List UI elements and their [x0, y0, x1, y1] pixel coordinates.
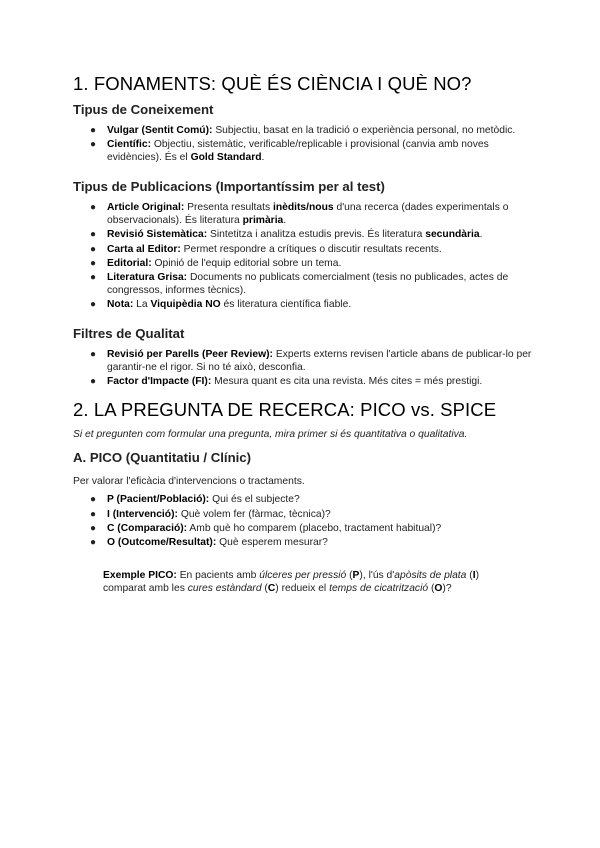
item-strong: secundària	[425, 229, 480, 241]
list-item	[73, 271, 533, 297]
example-text: )?	[442, 582, 452, 594]
example-text: En pacients amb	[176, 569, 260, 581]
bullet-icon: ●	[90, 376, 97, 388]
example-text: (	[261, 582, 268, 594]
list-item	[73, 298, 533, 311]
item-text-end: .	[261, 152, 265, 164]
bullet-icon: ●	[90, 508, 97, 520]
item-text: Mesura quant es cita una revista. Més cites = més prestigi.	[211, 376, 483, 388]
document-content	[73, 70, 533, 595]
list-item	[73, 228, 533, 241]
item-label: I (Intervenció):	[107, 508, 178, 520]
pico-list	[73, 493, 533, 549]
bullet-icon: ●	[90, 522, 97, 534]
publication-types-list	[73, 201, 533, 311]
list-item	[73, 493, 533, 506]
bullet-icon: ●	[90, 243, 97, 255]
item-label: Literatura Grisa:	[107, 271, 188, 283]
list-item	[73, 243, 533, 256]
example-letter: C	[267, 582, 276, 594]
list-item	[73, 375, 533, 388]
item-label: Factor d'Impacte (FI):	[107, 376, 212, 388]
list-item	[73, 257, 533, 270]
quality-filters-list	[73, 348, 533, 388]
item-strong: primària	[242, 215, 284, 227]
bullet-icon: ●	[90, 349, 97, 361]
example-text: ) redueix el	[275, 582, 330, 594]
bullet-icon: ●	[90, 125, 97, 136]
item-strong: Gold Standard	[190, 152, 262, 164]
section-2-title: 2. LA PREGUNTA DE RECERCA: PICO vs. SPICE	[73, 399, 497, 421]
item-label: Carta al Editor:	[107, 243, 181, 255]
item-text: Opinió de l'equip editorial sobre un tema.	[151, 257, 342, 269]
item-text: Què esperem mesurar?	[216, 536, 328, 548]
item-text-end: és literatura científica fiable.	[220, 299, 352, 311]
example-italic: úlceres per pressió	[259, 569, 347, 581]
example-text: (	[346, 569, 353, 581]
bullet-icon: ●	[90, 257, 97, 269]
list-item	[73, 348, 533, 374]
item-text-end: .	[479, 229, 483, 241]
item-label: C (Comparació):	[107, 522, 188, 534]
example-italic: cures estàndard	[187, 582, 262, 594]
item-label: Nota:	[107, 299, 134, 311]
bullet-icon: ●	[90, 202, 97, 214]
item-text: Qui és el subjecte?	[209, 494, 300, 506]
item-strong: inèdits/nous	[272, 202, 334, 214]
item-text: Sintetitza i analitza estudis previs. És literatura	[207, 229, 426, 241]
item-label: Revisió Sistemàtica:	[107, 229, 208, 241]
item-text: Què volem fer (fàrmac, tècnica)?	[177, 508, 331, 520]
list-item	[73, 124, 533, 137]
example-italic: apòsits de plata	[394, 569, 467, 581]
publication-types-heading: Tipus de Publicacions (Importantíssim per al test)	[73, 179, 385, 195]
item-text: Documents no publicats comercialment (tesis no publicades, actes de congressos, informes tècnics).	[107, 271, 509, 296]
knowledge-types-list	[73, 124, 533, 164]
item-label: Revisió per Parells (Peer Review):	[107, 349, 273, 361]
item-label: Article Original:	[107, 202, 185, 214]
bullet-icon: ●	[90, 536, 97, 548]
pico-heading: A. PICO (Quantitatiu / Clínic)	[73, 450, 252, 466]
list-item	[73, 138, 533, 164]
item-label: Editorial:	[107, 257, 152, 269]
list-item	[73, 508, 533, 521]
pico-intro: Per valorar l'eficàcia d'intervencions o tractaments.	[73, 476, 305, 488]
item-label: O (Outcome/Resultat):	[107, 536, 217, 548]
pico-example	[73, 569, 513, 595]
section-2-intro: Si et pregunten com formular una pregunta, mira primer si és quantitativa o qualitativa.	[73, 429, 468, 441]
example-label: Exemple PICO:	[103, 569, 177, 581]
bullet-icon: ●	[90, 494, 97, 506]
item-text: Subjectiu, basat en la tradició o experiència personal, no metòdic.	[212, 125, 516, 136]
example-letter: O	[434, 582, 443, 594]
example-text: (	[428, 582, 435, 594]
item-label: Vulgar (Sentit Comú):	[107, 125, 213, 136]
item-text: Amb què ho comparem (placebo, tractament habitual)?	[187, 522, 442, 534]
knowledge-types-heading: Tipus de Coneixement	[73, 102, 214, 117]
example-text: ) comparat amb les	[103, 569, 480, 594]
item-strong: Viquipèdia NO	[150, 299, 221, 311]
example-letter: I	[472, 569, 476, 581]
item-text: La	[133, 299, 151, 311]
item-text: Permet respondre a crítiques o discutir resultats recents.	[180, 243, 442, 255]
section-1-title: 1. FONAMENTS: QUÈ ÉS CIÈNCIA I QUÈ NO?	[73, 73, 472, 94]
item-text: Objectiu, sistemàtic, verificable/replicable i provisional (canvia amb noves evidències). És el	[107, 139, 489, 164]
bullet-icon: ●	[90, 229, 97, 241]
item-text: Presenta resultats	[184, 202, 273, 214]
quality-filters-heading: Filtres de Qualitat	[73, 326, 185, 342]
example-text: ), l'ús d'	[359, 569, 395, 581]
bullet-icon: ●	[90, 139, 97, 151]
item-text: Experts externs revisen l'article abans de publicar-lo per garantir-ne el rigor. Si no té això, desconfia.	[107, 349, 532, 374]
example-text: (	[466, 569, 473, 581]
item-text-end: .	[283, 215, 287, 227]
list-item	[73, 536, 533, 549]
example-letter: P	[352, 569, 360, 581]
list-item	[73, 522, 533, 535]
bullet-icon: ●	[90, 271, 97, 283]
example-italic: temps de cicatrització	[329, 582, 429, 594]
item-text: d'una recerca (dades experimentals o observacionals). És literatura	[107, 202, 509, 227]
list-item	[73, 201, 533, 227]
bullet-icon: ●	[90, 299, 97, 311]
item-label: P (Pacient/Població):	[107, 494, 210, 506]
item-label: Científic:	[107, 139, 152, 151]
